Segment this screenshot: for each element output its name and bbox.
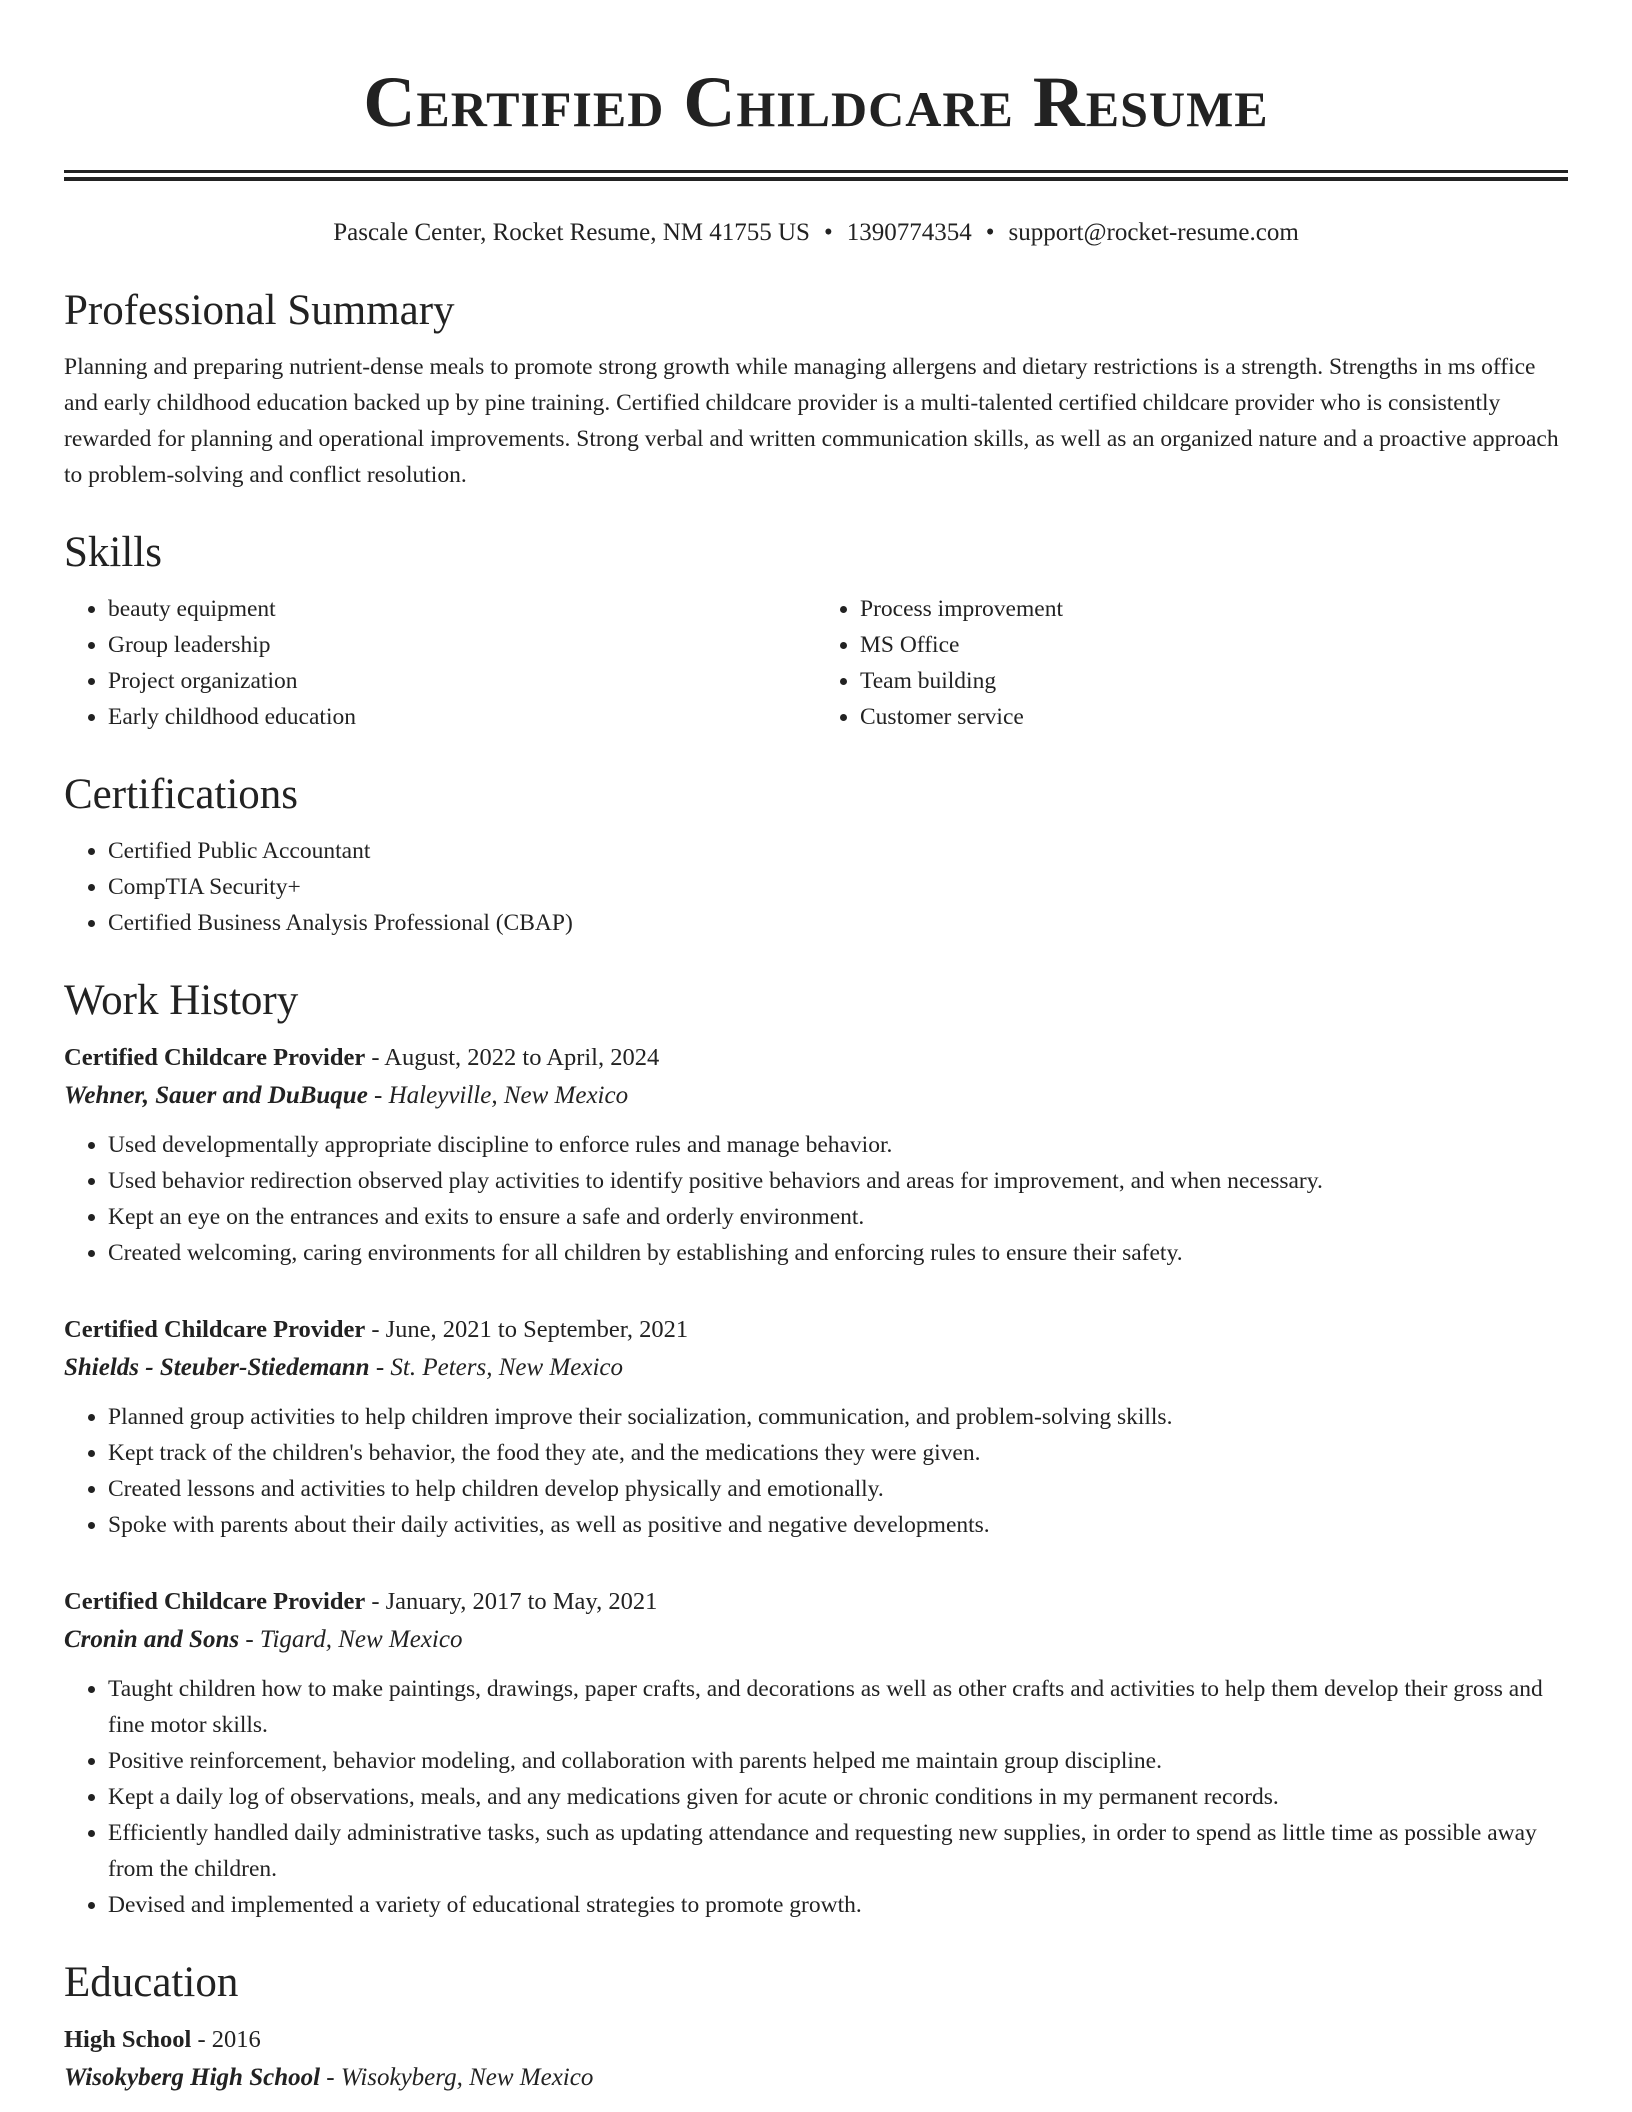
skill-item: • Early childhood education xyxy=(108,699,816,735)
skills-list-left xyxy=(64,591,816,735)
job-title-line xyxy=(64,1583,1568,1621)
job-company-line xyxy=(64,1349,1568,1387)
certification-item: • CompTIA Security+ xyxy=(108,869,1568,905)
job-location: - St. Peters, New Mexico xyxy=(369,1354,623,1381)
job-bullet: • Efficiently handled daily administrative tasks, such as updating attendance and requesting new supplies, in order to spend as little time as possible away from the children. xyxy=(108,1815,1568,1887)
education-section xyxy=(64,1957,1568,2097)
job-bullets xyxy=(64,1671,1568,1923)
job-bullet: • Spoke with parents about their daily activities, as well as positive and negative developments. xyxy=(108,1507,1568,1543)
skills-heading: Skills xyxy=(64,529,162,576)
skill-item: • beauty equipment xyxy=(108,591,816,627)
job-title: Certified Childcare Provider xyxy=(64,1316,366,1343)
work-history-section xyxy=(64,975,1568,1923)
job-location: - Haleyville, New Mexico xyxy=(367,1082,629,1109)
education-heading: Education xyxy=(64,1959,239,2006)
job-bullet: • Positive reinforcement, behavior modeling, and collaboration with parents helped me maintain group discipline. xyxy=(108,1743,1568,1779)
job-company-line xyxy=(64,1621,1568,1659)
job-bullet: • Devised and implemented a variety of educational strategies to promote growth. xyxy=(108,1887,1568,1923)
job-company: Cronin and Sons xyxy=(64,1626,240,1653)
job-company-line xyxy=(64,1077,1568,1115)
job-bullets xyxy=(64,1127,1568,1271)
skill-item: • Team building xyxy=(860,663,1568,699)
job-entry xyxy=(64,1039,1568,1271)
job-bullet: • Used developmentally appropriate discipline to enforce rules and manage behavior. xyxy=(108,1127,1568,1163)
education-year: - 2016 xyxy=(191,2026,261,2053)
job-dates: - June, 2021 to September, 2021 xyxy=(365,1316,689,1343)
job-company: Shields - Steuber-Stiedemann xyxy=(64,1354,370,1381)
job-bullet: • Kept an eye on the entrances and exits to ensure a safe and orderly environment. xyxy=(108,1199,1568,1235)
job-bullet: • Created lessons and activities to help children develop physically and emotionally. xyxy=(108,1471,1568,1507)
job-dates: - August, 2022 to April, 2024 xyxy=(365,1044,660,1071)
job-bullet: • Created welcoming, caring environments for all children by establishing and enforcing rules to ensure their safety. xyxy=(108,1235,1568,1271)
job-bullet: • Taught children how to make paintings, drawings, paper crafts, and decorations as well as other crafts and activities to help them develop their gross and fine motor skills. xyxy=(108,1671,1568,1743)
job-entry xyxy=(64,1583,1568,1923)
job-bullet: • Planned group activities to help children improve their socialization, communication, and problem-solving skills. xyxy=(108,1399,1568,1435)
certification-item: • Certified Public Accountant xyxy=(108,833,1568,869)
contact-email: support@rocket-resume.com xyxy=(1008,219,1299,246)
job-entry xyxy=(64,1311,1568,1543)
work-history-heading: Work History xyxy=(64,977,299,1024)
job-company: Wehner, Sauer and DuBuque xyxy=(64,1082,368,1109)
certifications-section xyxy=(64,769,1568,941)
skills-grid xyxy=(64,591,1568,735)
certifications-list xyxy=(64,833,1568,941)
contact-separator: • xyxy=(823,219,833,246)
job-title: Certified Childcare Provider xyxy=(64,1044,366,1071)
summary-text: Planning and preparing nutrient-dense meals to promote strong growth while managing allergens and dietary restrictions is a strength. Strengths in ms office and early childhood education backed up by pine training. Certified childcare provider is a multi-talented certified childcare provider who is consistently rewarded for planning and operational improvements. Strong verbal and written communication skills, as well as an organized nature and a proactive approach to problem-solving and conflict resolution. xyxy=(64,354,1559,488)
resume-title: Certified Childcare Resume xyxy=(363,62,1269,142)
skill-item: • Customer service xyxy=(860,699,1568,735)
job-title: Certified Childcare Provider xyxy=(64,1588,366,1615)
job-bullets xyxy=(64,1399,1568,1543)
education-school-line xyxy=(64,2059,1568,2097)
summary-heading: Professional Summary xyxy=(64,287,455,334)
job-title-line xyxy=(64,1311,1568,1349)
job-location: - Tigard, New Mexico xyxy=(239,1626,463,1653)
contact-line xyxy=(64,215,1568,251)
job-title-line xyxy=(64,1039,1568,1077)
job-dates: - January, 2017 to May, 2021 xyxy=(365,1588,658,1615)
contact-separator: • xyxy=(985,219,995,246)
certifications-heading: Certifications xyxy=(64,771,299,818)
job-bullet: • Kept a daily log of observations, meals, and any medications given for acute or chronic conditions in my permanent records. xyxy=(108,1779,1568,1815)
skills-list-right xyxy=(816,591,1568,735)
contact-address: Pascale Center, Rocket Resume, NM 41755 US xyxy=(333,219,810,246)
contact-phone: 1390774354 xyxy=(846,219,972,246)
title-double-rule xyxy=(64,170,1568,181)
job-bullet: • Used behavior redirection observed play activities to identify positive behaviors and areas for improvement, and when necessary. xyxy=(108,1163,1568,1199)
education-degree: High School xyxy=(64,2026,192,2053)
skill-item: • MS Office xyxy=(860,627,1568,663)
education-degree-line xyxy=(64,2021,1568,2059)
skill-item: • Group leadership xyxy=(108,627,816,663)
skill-item: • Process improvement xyxy=(860,591,1568,627)
skills-section xyxy=(64,527,1568,735)
certification-item: • Certified Business Analysis Professional (CBAP) xyxy=(108,905,1568,941)
education-location: - Wisokyberg, New Mexico xyxy=(320,2064,594,2091)
skill-item: • Project organization xyxy=(108,663,816,699)
summary-section xyxy=(64,285,1568,493)
education-school: Wisokyberg High School xyxy=(64,2064,321,2091)
job-bullet: • Kept track of the children's behavior, the food they ate, and the medications they were given. xyxy=(108,1435,1568,1471)
